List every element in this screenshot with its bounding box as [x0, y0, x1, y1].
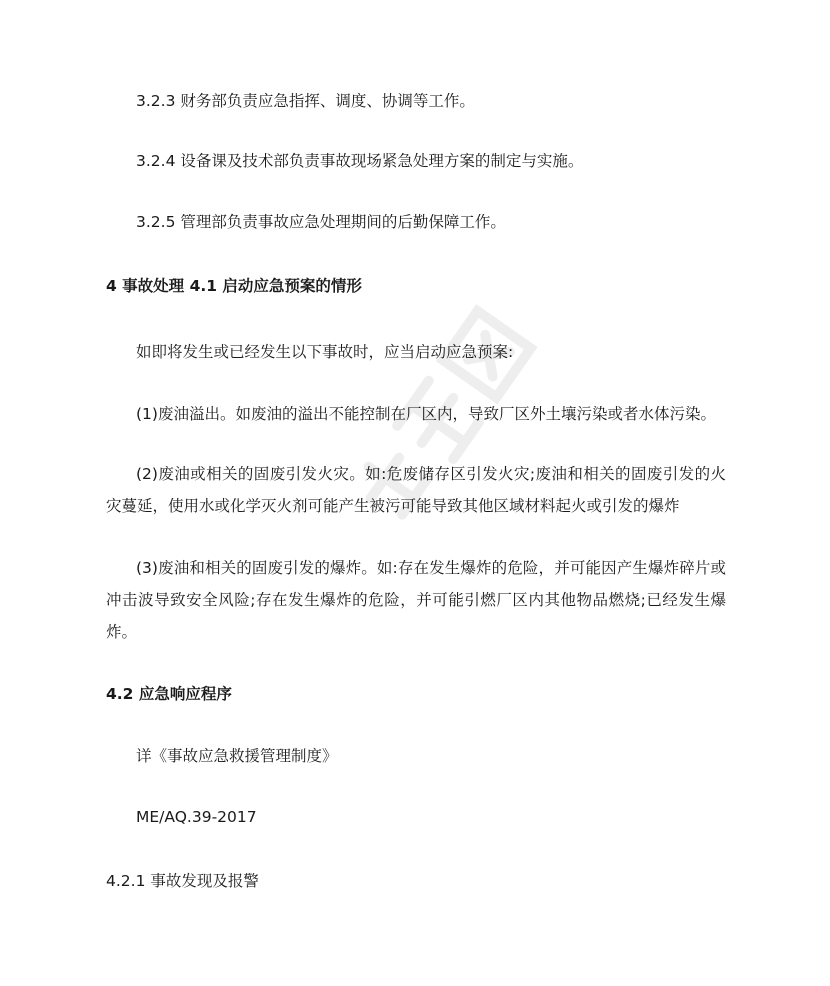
- section-3-2-4: 3.2.4 设备课及技术部负责事故现场紧急处理方案的制定与实施。: [136, 152, 584, 170]
- heading-4-accident-handling: 4 事故处理 4.1 启动应急预案的情形: [106, 277, 362, 295]
- list-item-3: (3)废油和相关的固废引发的爆炸。如:存在发生爆炸的危险，并可能因产生爆炸碎片或冲击波导致安全风险;存在发生爆炸的危险，并可能引燃厂区内其他物品燃烧;已经发生爆炸。: [106, 559, 726, 641]
- document-code: ME/AQ.39-2017: [136, 808, 257, 826]
- section-3-2-5: 3.2.5 管理部负责事故应急处理期间的后勤保障工作。: [136, 213, 506, 231]
- intro-paragraph: 如即将发生或已经发生以下事故时，应当启动应急预案:: [136, 343, 514, 361]
- list-item-2: (2)废油或相关的固废引发火灾。如:危废储存区引发火灾;废油和相关的固废引发的火灾蔓延，使用水或化学灭火剂可能产生被污可能导致其他区域材料起火或引发的爆炸: [106, 465, 726, 515]
- section-3-2-3: 3.2.3 财务部负责应急指挥、调度、协调等工作。: [136, 92, 475, 110]
- heading-4-2-response-procedure: 4.2 应急响应程序: [106, 685, 232, 703]
- list-item-1: (1)废油溢出。如废油的溢出不能控制在厂区内，导致厂区外土壤污染或者水体污染。: [136, 405, 716, 423]
- reference-regulation: 详《事故应急救援管理制度》: [136, 747, 338, 765]
- section-4-2-1: 4.2.1 事故发现及报警: [106, 872, 259, 890]
